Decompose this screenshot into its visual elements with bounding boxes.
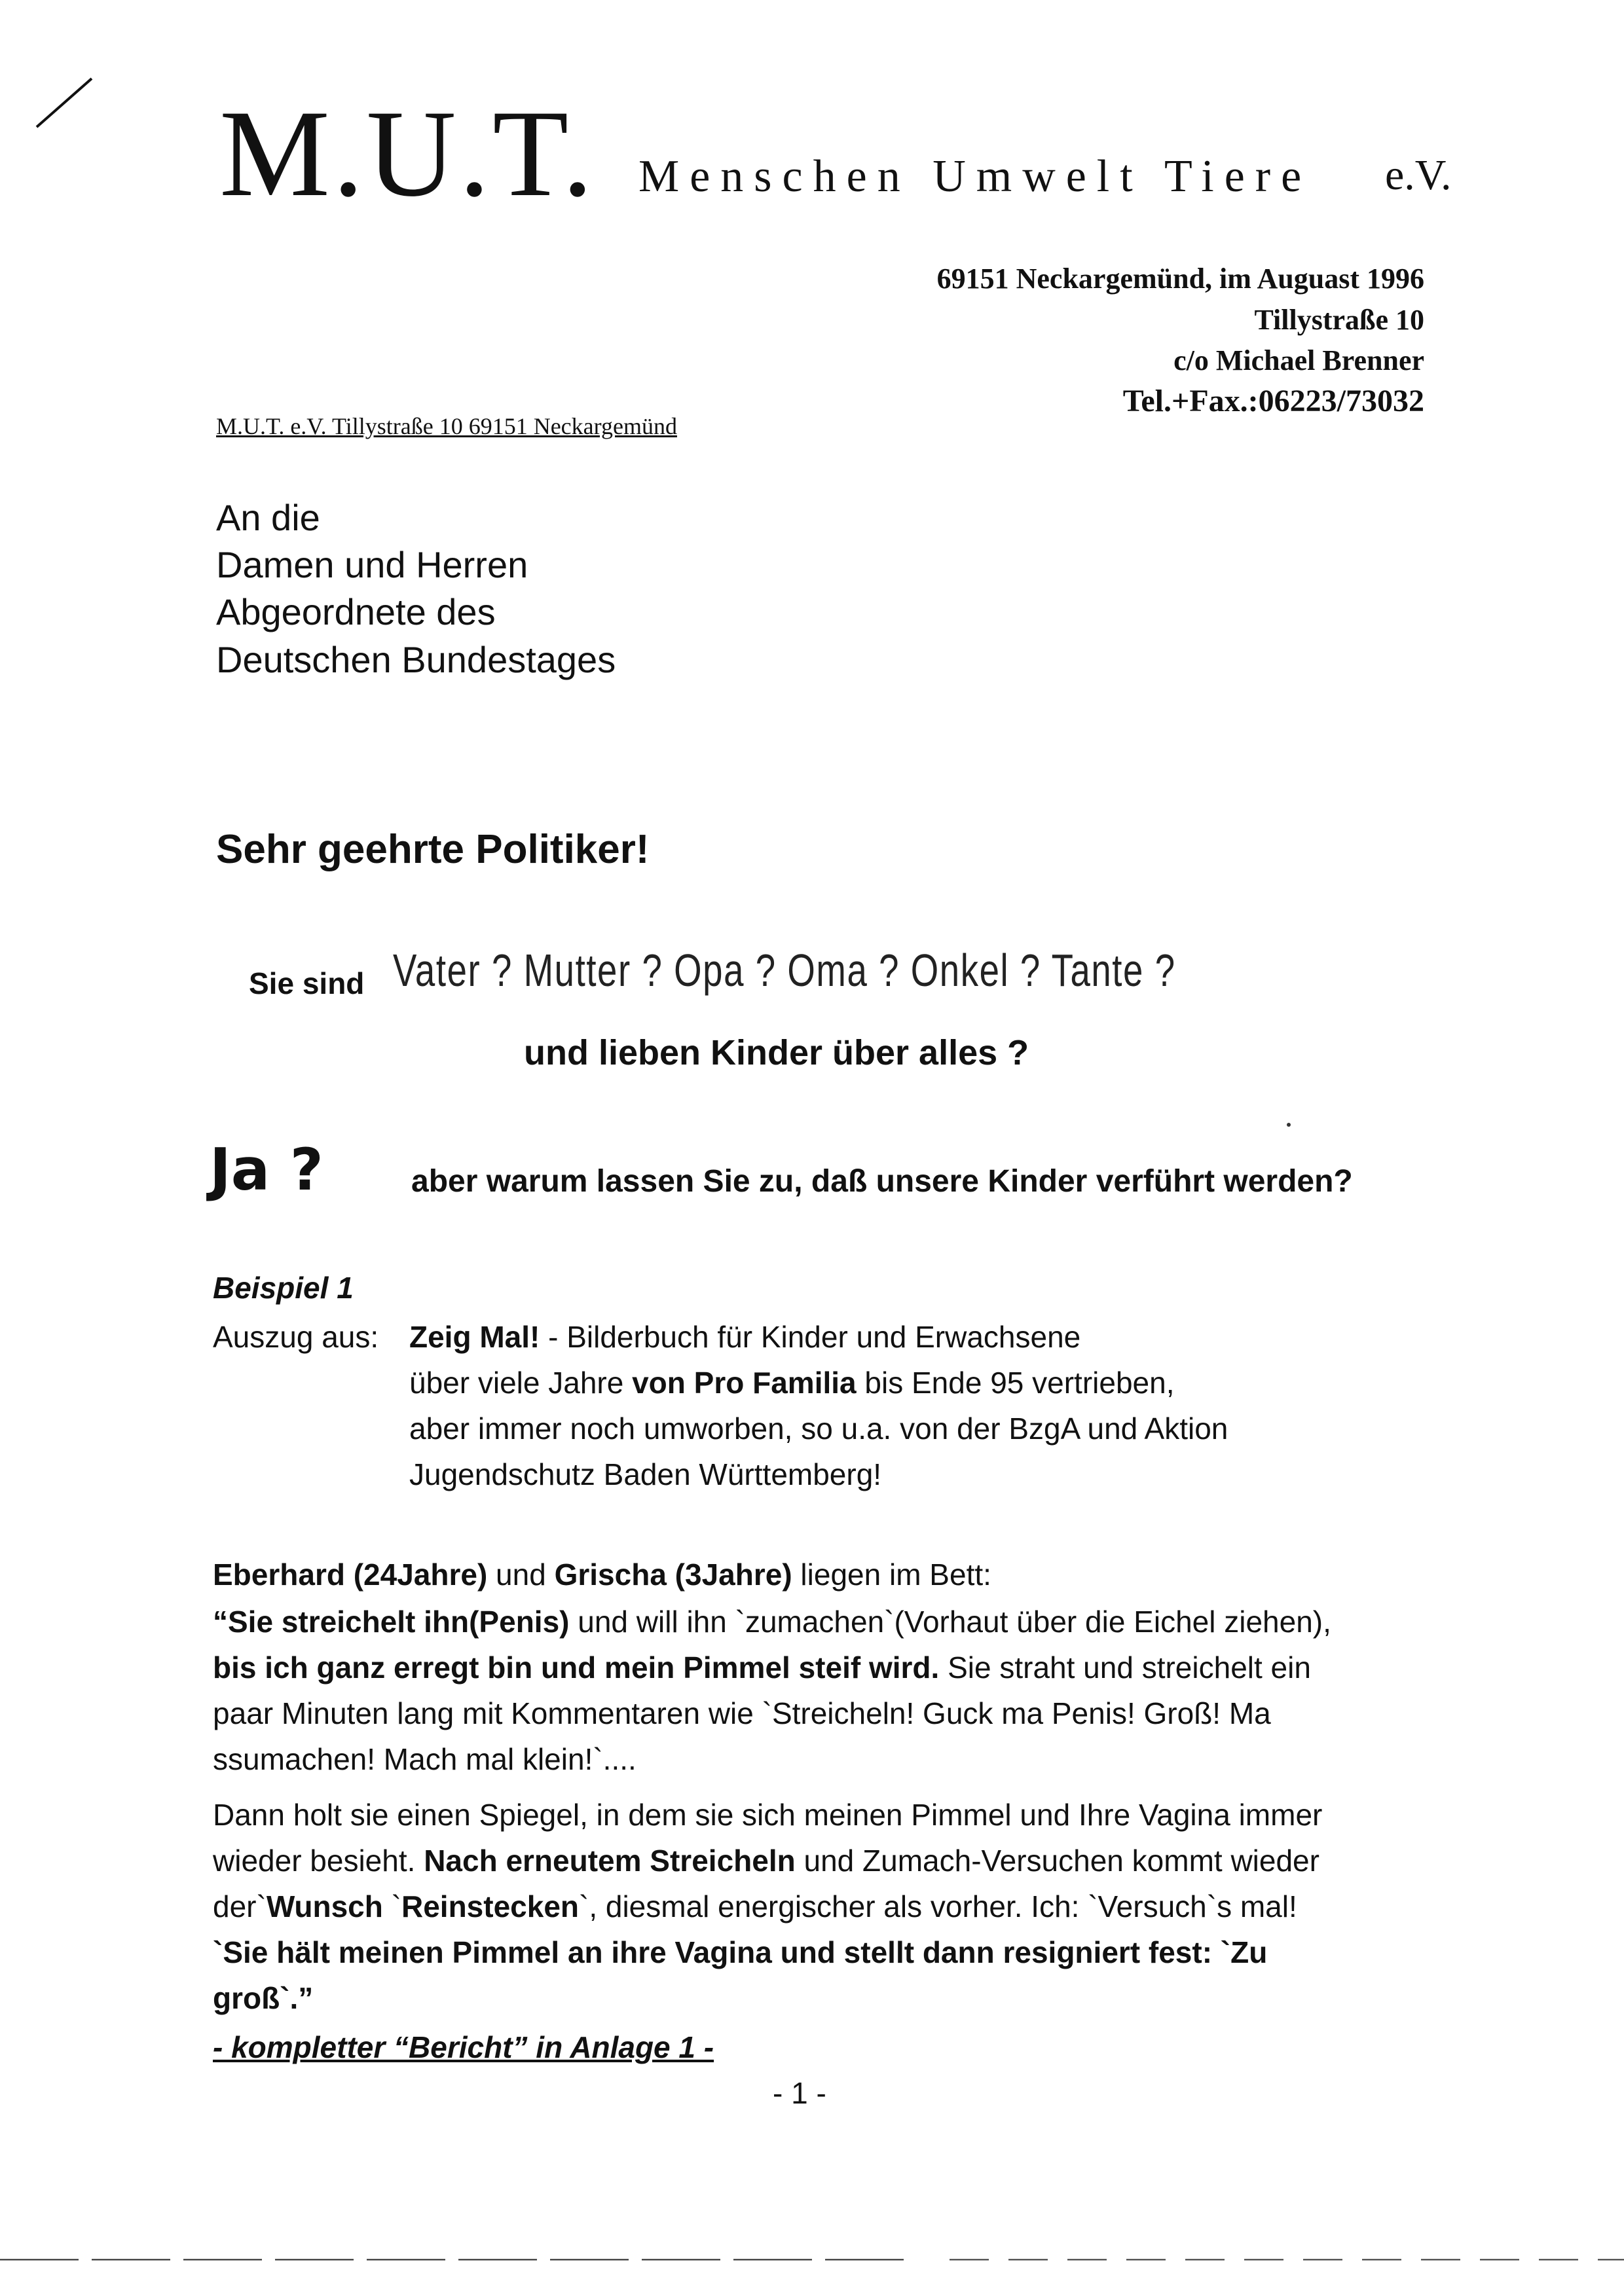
sender-return-line: M.U.T. e.V. Tillystraße 10 69151 Neckargemünd (216, 413, 677, 439)
quote-line: paar Minuten lang mit Kommentaren wie `Streicheln! Guck ma Penis! Groß! Ma (213, 1696, 1271, 1730)
quote-line (213, 1843, 1320, 1878)
example-heading: Beispiel 1 (213, 1271, 354, 1305)
ja-question: aber warum lassen Sie zu, daß unsere Kinder verführt werden? (411, 1164, 1353, 1199)
scan-edge-line (0, 2259, 1624, 2261)
text-span: Sie straht und streichelt ein (939, 1650, 1311, 1685)
text-bold: Wunsch (266, 1889, 383, 1923)
page-number: - 1 - (773, 2076, 826, 2110)
text-span: und Zumach-Versuchen kommt wieder (795, 1844, 1320, 1878)
excerpt-line: Jugendschutz Baden Württemberg! (409, 1457, 882, 1491)
recipient-line: Damen und Herren (216, 544, 528, 585)
love-children-line: und lieben Kinder über alles ? (524, 1033, 1029, 1072)
recipient-line: Abgeordnete des (216, 591, 496, 632)
text-span: liegen im Bett: (792, 1558, 991, 1592)
address-line-phone: Tel.+Fax.:06223/73032 (1122, 384, 1424, 418)
text-bold: bis ich ganz erregt bin und mein Pimmel steif wird. (213, 1650, 940, 1685)
family-roles-list: Vater ? Mutter ? Opa ? Oma ? Onkel ? Tante ? (393, 945, 1176, 996)
annex-note: - kompletter “Bericht” in Anlage 1 - (213, 2030, 714, 2064)
org-name: Menschen Umwelt Tiere (638, 151, 1312, 202)
quote-line: groß`.” (213, 1981, 314, 2015)
question-prefix: Sie sind (249, 966, 365, 1000)
address-line-street: Tillystraße 10 (1254, 304, 1424, 336)
org-suffix: e.V. (1385, 151, 1452, 199)
recipient-line: Deutschen Bundestages (216, 639, 616, 680)
text-span: ` (382, 1889, 401, 1923)
pen-mark (31, 73, 97, 132)
quote-line: Dann holt sie einen Spiegel, in dem sie sich meinen Pimmel und Ihre Vagina immer (213, 1798, 1323, 1832)
scan-speck (1287, 1123, 1291, 1127)
salutation: Sehr geehrte Politiker! (216, 827, 650, 872)
org-logo: M.U.T. (219, 85, 596, 223)
ja-heading: Ja ? (210, 1136, 323, 1203)
text-span: wieder besieht. (213, 1844, 424, 1878)
text-bold: Eberhard (24Jahre) (213, 1558, 488, 1592)
text-span: der` (213, 1889, 267, 1923)
quote-line: ssumachen! Mach mal klein!`.... (213, 1742, 637, 1776)
text-span: und (487, 1558, 555, 1592)
publisher: von Pro Familia (632, 1366, 857, 1400)
quote-line (213, 1604, 1331, 1639)
text-bold: Nach erneutem Streicheln (424, 1844, 796, 1878)
excerpt-line: aber immer noch umworben, so u.a. von der BzgA und Aktion (409, 1412, 1228, 1446)
text-bold: Reinstecken (401, 1889, 579, 1923)
text-bold: “Sie streichelt ihn(Penis) (213, 1605, 570, 1639)
quote-line: `Sie hält meinen Pimmel an ihre Vagina und stellt dann resigniert fest: `Zu (213, 1935, 1268, 1969)
book-title: Zeig Mal! (409, 1320, 540, 1354)
text-span: - Bilderbuch für Kinder und Erwachsene (540, 1320, 1081, 1354)
address-line-place-date: 69151 Neckargemünd, im Auguast 1996 (936, 263, 1424, 295)
quote-line (213, 1650, 1311, 1685)
text-span: bis Ende 95 vertrieben, (856, 1366, 1175, 1400)
text-bold: Grischa (3Jahre) (554, 1558, 792, 1592)
recipient-line: An die (216, 497, 320, 538)
excerpt-label: Auszug aus: (213, 1320, 379, 1354)
quote-line (213, 1557, 991, 1592)
excerpt-line (409, 1365, 1174, 1400)
address-line-contact: c/o Michael Brenner (1173, 344, 1424, 376)
excerpt-line (409, 1319, 1080, 1355)
text-span: `, diesmal energischer als vorher. Ich: `Versuch`s mal! (579, 1889, 1297, 1923)
text-span: und will ihn `zumachen`(Vorhaut über die Eichel ziehen), (569, 1605, 1331, 1639)
quote-line (213, 1889, 1297, 1924)
text-span: über viele Jahre (409, 1366, 633, 1400)
